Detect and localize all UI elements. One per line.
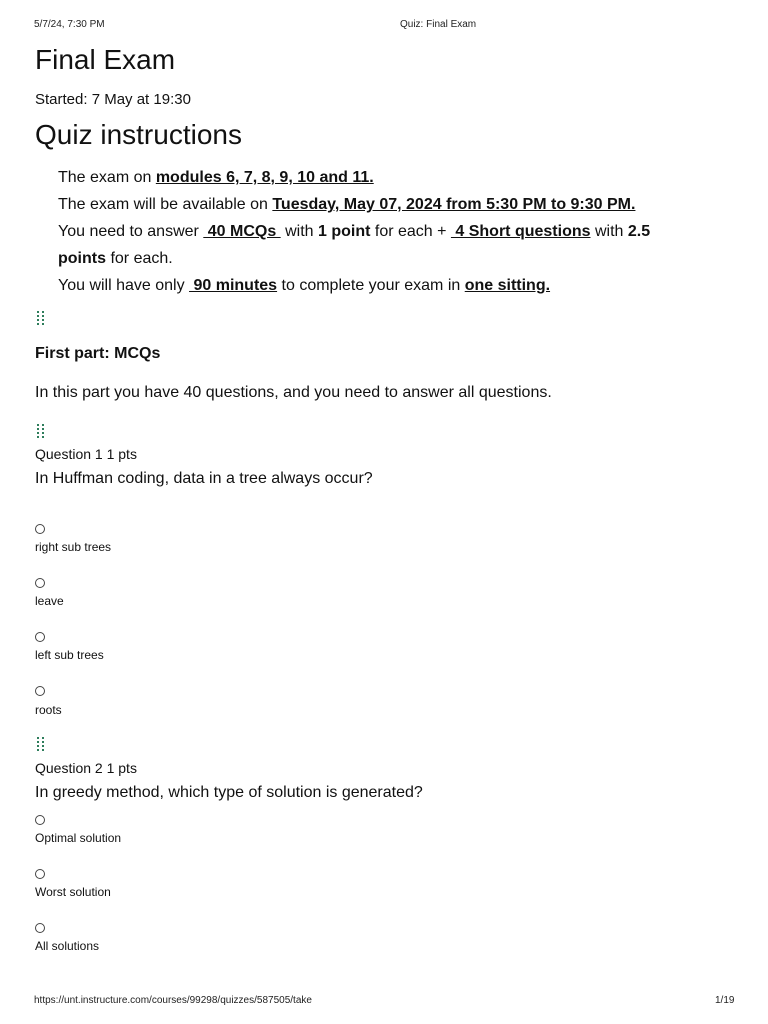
answer-option-label[interactable]: roots xyxy=(35,703,62,717)
answer-option-label[interactable]: All solutions xyxy=(35,939,100,953)
answer-radio[interactable] xyxy=(35,632,45,642)
drag-handle-icon xyxy=(36,737,46,753)
section-heading: First part: MCQs xyxy=(35,345,161,362)
question-header: Question 1 1 pts xyxy=(35,446,137,462)
print-page-number: 1/19 xyxy=(715,995,735,1006)
section-intro: In this part you have 40 questions, and you need to answer all questions. xyxy=(35,384,552,401)
answer-radio[interactable] xyxy=(35,578,45,588)
time-limit: 90 minutes xyxy=(189,277,278,294)
instructions-text: You need to answer xyxy=(58,223,204,240)
instructions-heading: Quiz instructions xyxy=(35,119,242,150)
drag-handle-icon xyxy=(36,424,46,440)
print-title: Quiz: Final Exam xyxy=(400,19,477,30)
question-text: In Huffman coding, data in a tree always occur? xyxy=(35,470,373,487)
instructions-line-4 xyxy=(58,250,173,268)
instructions-text: with xyxy=(590,223,628,240)
print-datetime: 5/7/24, 7:30 PM xyxy=(34,19,105,30)
drag-handle-icon xyxy=(36,311,46,327)
answer-radio[interactable] xyxy=(35,686,45,696)
short-question-count: 4 Short questions xyxy=(450,223,591,240)
answer-radio[interactable] xyxy=(35,815,45,825)
instructions-line-2 xyxy=(58,196,635,214)
instructions-text: with xyxy=(280,223,318,240)
instructions-text: for each + xyxy=(370,223,451,240)
instructions-line-1 xyxy=(58,169,374,187)
instructions-text: The exam on xyxy=(58,169,156,186)
mcq-points: 1 point xyxy=(318,223,371,240)
answer-radio[interactable] xyxy=(35,869,45,879)
short-points-value: 2.5 xyxy=(627,223,651,240)
short-points-unit: points xyxy=(58,250,106,267)
availability-date: Tuesday, May 07, 2024 from 5:30 PM to 9:30 PM. xyxy=(272,196,636,213)
instructions-line-5 xyxy=(58,277,550,295)
answer-radio[interactable] xyxy=(35,524,45,534)
print-url: https://unt.instructure.com/courses/99298/quizzes/587505/take xyxy=(34,995,312,1006)
mcq-count: 40 MCQs xyxy=(203,223,281,240)
question-text: In greedy method, which type of solution is generated? xyxy=(35,784,423,801)
instructions-text: to complete your exam in xyxy=(277,277,465,294)
answer-option-label[interactable]: right sub trees xyxy=(35,540,112,554)
instructions-text: You will have only xyxy=(58,277,190,294)
answer-option-label[interactable]: Worst solution xyxy=(35,885,111,899)
instructions-line-3 xyxy=(58,223,650,241)
started-timestamp: Started: 7 May at 19:30 xyxy=(35,91,191,108)
page-title: Final Exam xyxy=(35,44,176,75)
answer-radio[interactable] xyxy=(35,923,45,933)
answer-option-label[interactable]: leave xyxy=(35,594,64,608)
modules-emphasis: modules 6, 7, 8, 9, 10 and 11. xyxy=(155,169,374,186)
instructions-text: for each. xyxy=(106,250,173,267)
sitting-emphasis: one sitting. xyxy=(464,277,551,294)
answer-option-label[interactable]: Optimal solution xyxy=(35,831,122,845)
answer-option-label[interactable]: left sub trees xyxy=(35,648,104,662)
question-header: Question 2 1 pts xyxy=(35,760,137,776)
instructions-text: The exam will be available on xyxy=(58,196,273,213)
